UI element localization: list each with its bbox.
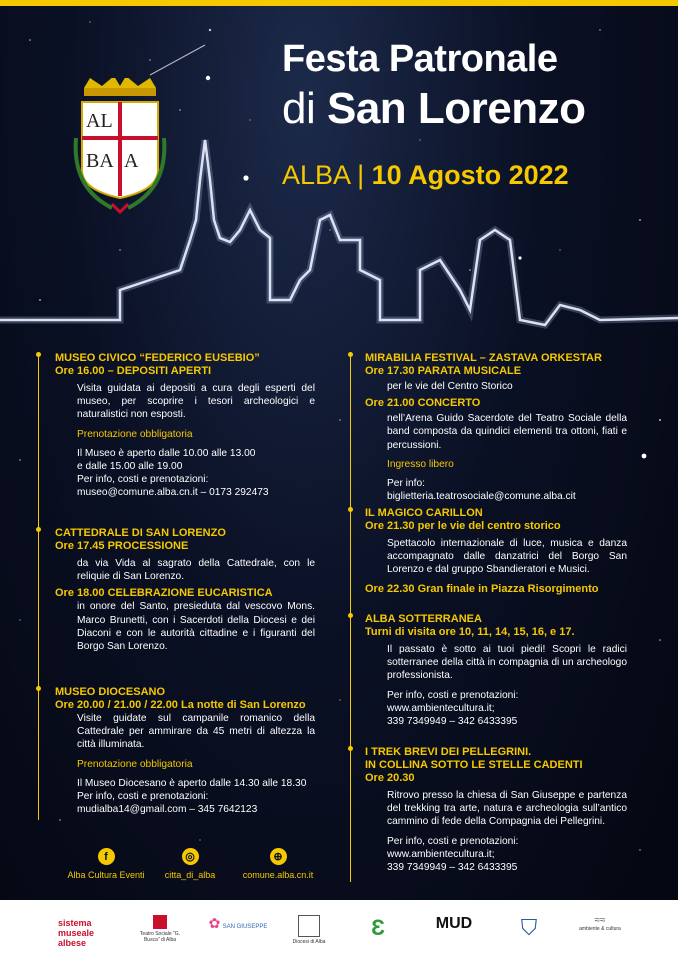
- section-time: Turni di visita ore 10, 11, 14, 15, 16, e 17.: [365, 626, 575, 638]
- contact-info: biglietteria.teatrosociale@comune.alba.cit: [387, 491, 576, 503]
- horse-icon: ≈≈: [594, 915, 606, 926]
- social-label: comune.alba.cn.it: [242, 870, 314, 880]
- crest-letter-3: A: [124, 150, 139, 172]
- left-column: [55, 352, 315, 500]
- timeline-dot: [36, 352, 41, 357]
- phone-numbers: 339 7349949 – 342 6433395: [387, 862, 518, 874]
- alba-coat-of-arms: [72, 78, 168, 218]
- section-description: in onore del Santo, presieduta dal vescovo Mons. Marco Brunetti, con i Sacerdoti della Diocesi e dei Diaconi e con le autorità cittadine e i figuranti del Borgo San Lorenzo.: [77, 601, 315, 653]
- section-title: MUSEO DIOCESANO: [55, 686, 166, 698]
- section-title: ALBA SOTTERRANEA: [365, 613, 482, 625]
- timeline-dot: [36, 686, 41, 691]
- san-giuseppe-logo: [206, 915, 270, 932]
- section-title: CATTEDRALE DI SAN LORENZO: [55, 527, 226, 539]
- website: www.ambientecultura.it;: [387, 848, 495, 860]
- crest-letter-1: AL: [86, 110, 113, 132]
- info-label: Per info, costi e prenotazioni:: [387, 689, 519, 701]
- mud-logo: [432, 915, 476, 933]
- subtitle-date: 10 Agosto 2022: [371, 160, 569, 190]
- left-column-diocesano: [55, 686, 315, 816]
- booking-label: Prenotazione obbligatoria: [77, 428, 193, 440]
- timeline-dot: [36, 527, 41, 532]
- section-time: Ore 17.45 PROCESSIONE: [55, 540, 189, 552]
- sistema-museale-name: sistema museale albese: [58, 918, 95, 948]
- section-description: nell’Arena Guido Sacerdote del Teatro Sociale della band composta da quindici elementi tra ottoni, fiati e percussioni.: [387, 413, 627, 451]
- church-icon: [298, 915, 320, 937]
- green-e-icon: Ɛ: [371, 915, 385, 940]
- social-label: citta_di_alba: [164, 870, 216, 880]
- teatro-name: Teatro Sociale "G. Busca" di Alba: [139, 931, 181, 943]
- section-time: Ore 18.00 CELEBRAZIONE EUCARISTICA: [55, 587, 273, 600]
- left-timeline-line: [38, 352, 39, 820]
- contact-info: museo@comune.alba.cn.it – 0173 292473: [77, 487, 269, 499]
- right-column-carillon: [365, 507, 627, 596]
- section-description: Visita guidata ai depositi a cura degli esperti del museo, per scoprire i tesori archeologici e naturalistici non esposti.: [77, 383, 315, 421]
- social-facebook[interactable]: [58, 848, 154, 880]
- crest-shield-icon: [72, 78, 168, 218]
- booking-label: Prenotazione obbligatoria: [77, 758, 193, 770]
- subtitle-separator: |: [349, 160, 372, 190]
- section-title: MIRABILIA FESTIVAL – ZASTAVA ORKESTAR: [365, 352, 602, 364]
- poster-title-line2: [282, 84, 586, 134]
- shield-logo: [514, 915, 544, 941]
- info-label: Per info, costi e prenotazioni:: [387, 835, 519, 847]
- finale-time: Ore 22.30 Gran finale in Piazza Risorgimento: [365, 582, 599, 595]
- poster-title-line1: Festa Patronale: [282, 38, 558, 80]
- ambiente-name: ambiente & cultura: [579, 926, 621, 932]
- section-time: Ore 17.30 PARATA MUSICALE: [365, 365, 522, 377]
- diocesi-logo: [290, 915, 328, 945]
- section-title: IL MAGICO CARILLON: [365, 507, 483, 519]
- opening-hours: Il Museo è aperto dalle 10.00 alle 13.00: [77, 447, 256, 459]
- opening-hours: Il Museo Diocesano è aperto dalle 14.30 alle 18.30: [77, 777, 307, 789]
- section-time: Ore 20.30: [365, 772, 415, 784]
- facebook-icon: f: [98, 848, 115, 865]
- shield-icon: ⛉: [520, 915, 538, 940]
- sistema-museale-logo: [58, 918, 108, 948]
- section-time: Ore 16.00 – DEPOSITI APERTI: [55, 365, 212, 377]
- website: www.ambientecultura.it;: [387, 702, 495, 714]
- social-instagram[interactable]: [150, 848, 230, 880]
- teatro-sociale-logo: [132, 915, 188, 943]
- section-description: Spettacolo internazionale di luce, musica e danza accompagnato dalle danzatrici del Borgo San Lorenzo e dal gruppo Sbandieratori e Musici.: [387, 538, 627, 576]
- section-description: da via Vida al sagrato della Cattedrale, con le reliquie di San Lorenzo.: [77, 558, 315, 583]
- free-entry-label: Ingresso libero: [387, 458, 454, 470]
- timeline-dot: [348, 352, 353, 357]
- timeline-dot: [348, 507, 353, 512]
- timeline-dot: [348, 746, 353, 751]
- section-description: Ritrovo presso la chiesa di San Giuseppe e partenza del trekking tra arte, natura e archeologia sull’antico cammino di fede della Compagnia dei Pellegrini.: [387, 790, 627, 828]
- subtitle-city: ALBA: [282, 160, 350, 190]
- social-label: Alba Cultura Eventi: [67, 870, 145, 880]
- contact-info: mudialba14@gmail.com – 345 7642123: [77, 804, 258, 816]
- info-label: Per info:: [387, 478, 425, 490]
- social-website[interactable]: [232, 848, 324, 880]
- instagram-icon: ◎: [182, 848, 199, 865]
- green-e-logo: [364, 915, 392, 941]
- title-prefix: di: [282, 84, 327, 133]
- mud-name: MUD: [435, 915, 473, 932]
- left-column-cattedrale: [55, 527, 315, 653]
- web-icon: ⊕: [270, 848, 287, 865]
- section-time: Ore 21.00 CONCERTO: [365, 397, 481, 410]
- section-description: per le vie del Centro Storico: [387, 381, 513, 392]
- diocesi-name: Diocesi di Alba: [292, 939, 326, 945]
- section-title: IN COLLINA SOTTO LE STELLE CADENTI: [365, 759, 583, 771]
- flower-icon: ✿: [208, 915, 221, 931]
- crest-letter-2: BA: [86, 150, 114, 172]
- section-title: MUSEO CIVICO “FEDERICO EUSEBIO”: [55, 352, 260, 364]
- section-description: Il passato è sotto ai tuoi piedi! Scopri le radici sotterranee della città in compagnia di un archeologo professionista.: [387, 644, 627, 682]
- section-time: Ore 21.30 per le vie del centro storico: [365, 520, 561, 532]
- section-title: I TREK BREVI DEI PELLEGRINI.: [365, 746, 532, 758]
- section-description: Visite guidate sul campanile romanico della Cattedrale per ammirare da 45 metri di altezza la città illuminata.: [77, 713, 315, 751]
- title-saint-name: San Lorenzo: [326, 84, 586, 133]
- info-label: Per info, costi e prenotazioni:: [77, 791, 209, 803]
- poster-subtitle: [282, 160, 569, 191]
- ambiente-cultura-logo: [572, 915, 628, 932]
- theatre-icon: [153, 915, 167, 929]
- right-column-mirabilia: [365, 352, 627, 503]
- museo-civico-section: [55, 352, 315, 500]
- opening-hours: e dalle 15.00 alle 19.00: [77, 461, 183, 473]
- info-label: Per info, costi e prenotazioni:: [77, 474, 209, 486]
- timeline-dot: [348, 613, 353, 618]
- right-column-trek: [365, 746, 627, 874]
- section-time: Ore 20.00 / 21.00 / 22.00 La notte di San Lorenzo: [55, 699, 306, 711]
- phone-numbers: 339 7349949 – 342 6433395: [387, 716, 518, 728]
- right-column-sotterranea: [365, 613, 627, 728]
- san-giuseppe-name: SAN GIUSEPPE: [222, 924, 268, 930]
